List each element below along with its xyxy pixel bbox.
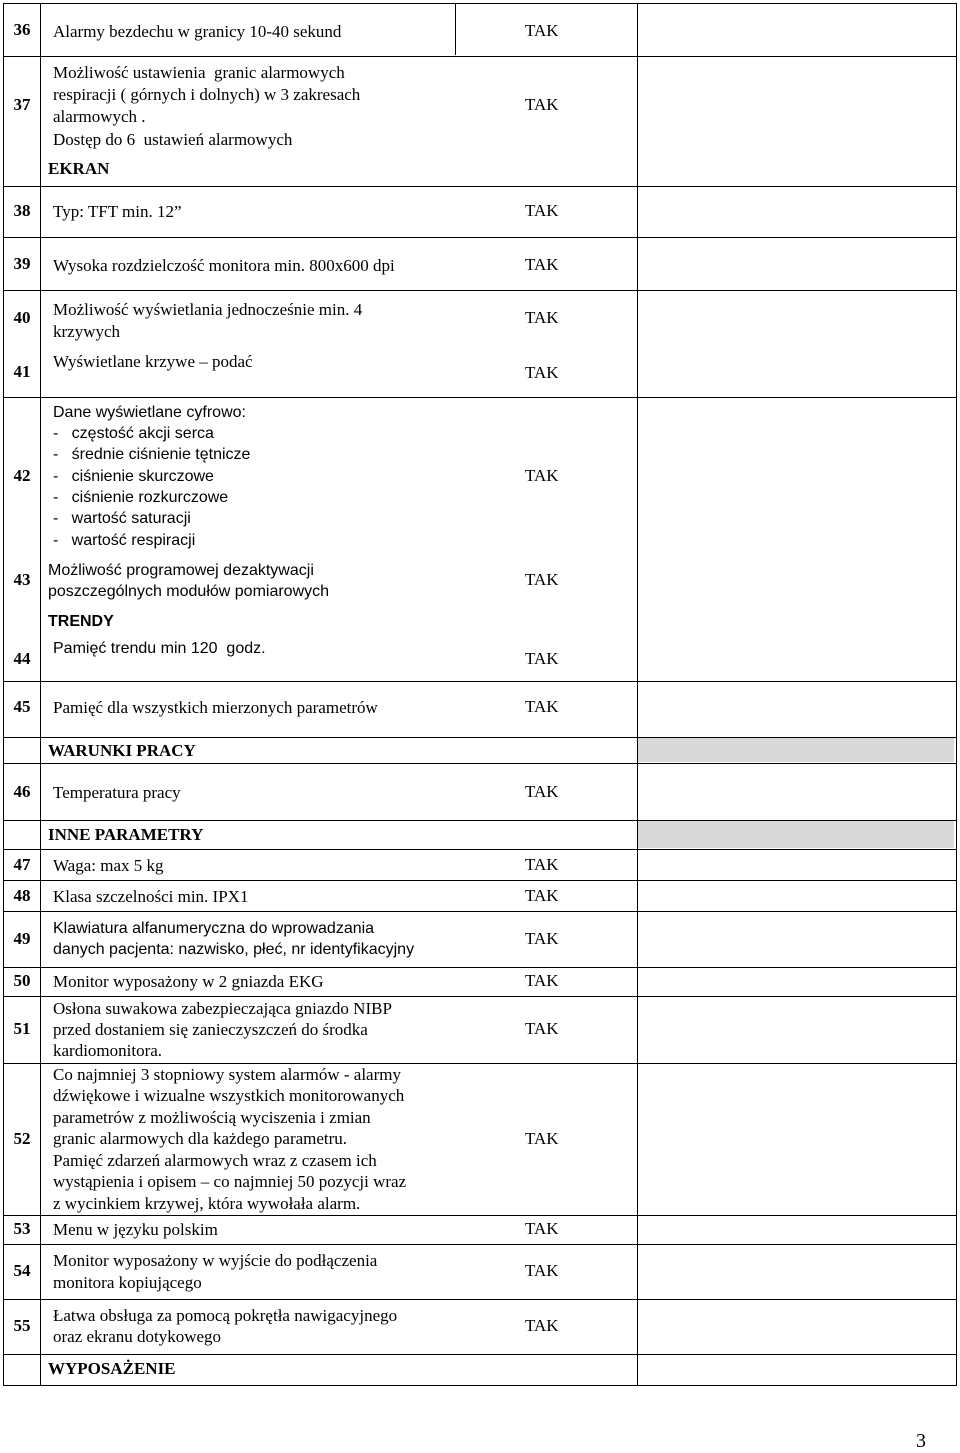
row-text-line: alarmowych . [53,107,146,126]
row-number: 52 [13,1129,31,1148]
row-text-line: - wartość respiracji [53,532,196,549]
row-text-line: Osłona suwakowa zabezpieczająca gniazdo NIBP [53,999,392,1018]
row-value: TAK [525,201,559,220]
row-value: TAK [525,929,559,948]
row-value: TAK [525,363,559,382]
row-number: 45 [13,697,31,716]
row-text: Klasa szczelności min. IPX1 [53,887,249,906]
row-number: 41 [13,362,31,381]
section-shade-inne [637,821,954,848]
row-line [3,1215,957,1216]
row-number: 37 [13,95,31,114]
row-text-line: Łatwa obsługa za pomocą pokrętła nawigacyjnego [53,1306,398,1325]
row-number: 39 [13,254,31,273]
row-number: 50 [13,971,31,990]
row-number: 49 [13,929,31,948]
row-text-line: - częstość akcji serca [53,425,214,442]
page-number: 3 [916,1430,926,1452]
row-line [3,996,957,997]
row-text-line: przed dostaniem się zanieczyszczeń do środka [53,1020,368,1039]
row-text-line: oraz ekranu dotykowego [53,1327,222,1346]
row-text: Typ: TFT min. 12” [53,202,182,221]
row-text-line: danych pacjenta: nazwisko, płeć, nr identyfikacyjny [53,941,415,958]
section-title-trendy: TRENDY [48,613,114,630]
row-text: Pamięć trendu min 120 godz. [53,640,266,657]
row-number: 46 [13,782,31,801]
section-title-ekran: EKRAN [48,159,110,178]
row-value: TAK [525,95,559,114]
row-number: 54 [13,1261,31,1280]
col-line-value-end [637,3,638,1386]
row-value: TAK [525,649,559,668]
row-line [3,849,957,850]
row-value: TAK [525,570,559,589]
row-line [3,911,957,912]
row-value: TAK [525,1316,559,1335]
row-text-line: Monitor wyposażony w wyjście do podłączenia [53,1251,378,1270]
row-text-line: wystąpienia i opisem – co najmniej 50 pozycji wraz [53,1172,407,1191]
row-value: TAK [525,466,559,485]
row-text-line: Możliwość wyświetlania jednocześnie min. 4 [53,300,363,319]
row-value: TAK [525,782,559,801]
row-value: TAK [525,1261,559,1280]
row-text-line: Możliwość programowej dezaktywacji [48,562,314,579]
row-number: 48 [13,886,31,905]
row-text-line: parametrów z możliwością wyciszenia i zmian [53,1108,371,1127]
row-line [3,56,957,57]
row-number: 55 [13,1316,31,1335]
row-text: Wyświetlane krzywe – podać [53,352,253,371]
row-number: 53 [13,1219,31,1238]
row-text: Pamięć dla wszystkich mierzonych parametrów [53,698,378,717]
row-value: TAK [525,308,559,327]
row-text-line: respiracji ( górnych i dolnych) w 3 zakresach [53,85,361,104]
row-text-line: krzywych [53,322,121,341]
row-text-line: kardiomonitora. [53,1041,163,1060]
row-line [3,186,957,187]
row-number: 40 [13,308,31,327]
row-text-line: - ciśnienie rozkurczowe [53,489,229,506]
row-text-line: poszczególnych modułów pomiarowych [48,583,330,600]
row-text-line: Pamięć zdarzeń alarmowych wraz z czasem ich [53,1151,377,1170]
row-text-line: Klawiatura alfanumeryczna do wprowadzania [53,920,375,937]
row-value: TAK [525,1019,559,1038]
row-text-line: Możliwość ustawienia granic alarmowych [53,63,345,82]
row-line [3,1244,957,1245]
row-line [3,967,957,968]
row-text: Alarmy bezdechu w granicy 10-40 sekund [53,22,342,41]
section-title-inne: INNE PARAMETRY [48,825,204,844]
row-text: Wysoka rozdzielczość monitora min. 800x600 dpi [53,256,395,275]
section-title-wyposazenie: WYPOSAŻENIE [48,1359,176,1378]
row-text: Waga: max 5 kg [53,856,164,875]
row-text-line: monitora kopiującego [53,1273,202,1292]
row-value: TAK [525,697,559,716]
row-text-line: Co najmniej 3 stopniowy system alarmów - alarmy [53,1065,401,1084]
row-number: 44 [13,649,31,668]
row-value: TAK [525,971,559,990]
row-value: TAK [525,21,559,40]
row-line [3,880,957,881]
row-line [3,763,957,764]
row-text-line: Dane wyświetlane cyfrowo: [53,404,246,421]
row-text: Menu w języku polskim [53,1220,218,1239]
row-text-line: Dostęp do 6 ustawień alarmowych [53,130,293,149]
row-number: 51 [13,1019,31,1038]
row-value: TAK [525,255,559,274]
section-shade-warunki [637,738,954,762]
col-line-desc-end [455,3,456,55]
row-number: 38 [13,201,31,220]
row-number: 36 [13,20,31,39]
row-line [3,237,957,238]
row-number: 43 [13,570,31,589]
row-value: TAK [525,1219,559,1238]
row-text-line: granic alarmowych dla każdego parametru. [53,1129,348,1148]
row-line [3,820,957,821]
section-title-warunki: WARUNKI PRACY [48,741,196,760]
row-text-line: z wycinkiem krzywej, która wywołała alarm. [53,1194,361,1213]
row-line [3,681,957,682]
row-value: TAK [525,855,559,874]
row-line [3,290,957,291]
row-line [3,1299,957,1300]
row-text: Monitor wyposażony w 2 gniazda EKG [53,972,324,991]
row-text-line: - średnie ciśnienie tętnicze [53,446,251,463]
row-text-line: dźwiękowe i wizualne wszystkich monitorowanych [53,1086,405,1105]
row-value: TAK [525,1129,559,1148]
row-line [3,1354,957,1355]
row-text: Temperatura pracy [53,783,181,802]
row-line [3,737,957,738]
row-text-line: - ciśnienie skurczowe [53,468,214,485]
row-number: 47 [13,855,31,874]
row-line [3,397,957,398]
row-text-line: - wartość saturacji [53,510,191,527]
row-number: 42 [13,466,31,485]
row-value: TAK [525,886,559,905]
